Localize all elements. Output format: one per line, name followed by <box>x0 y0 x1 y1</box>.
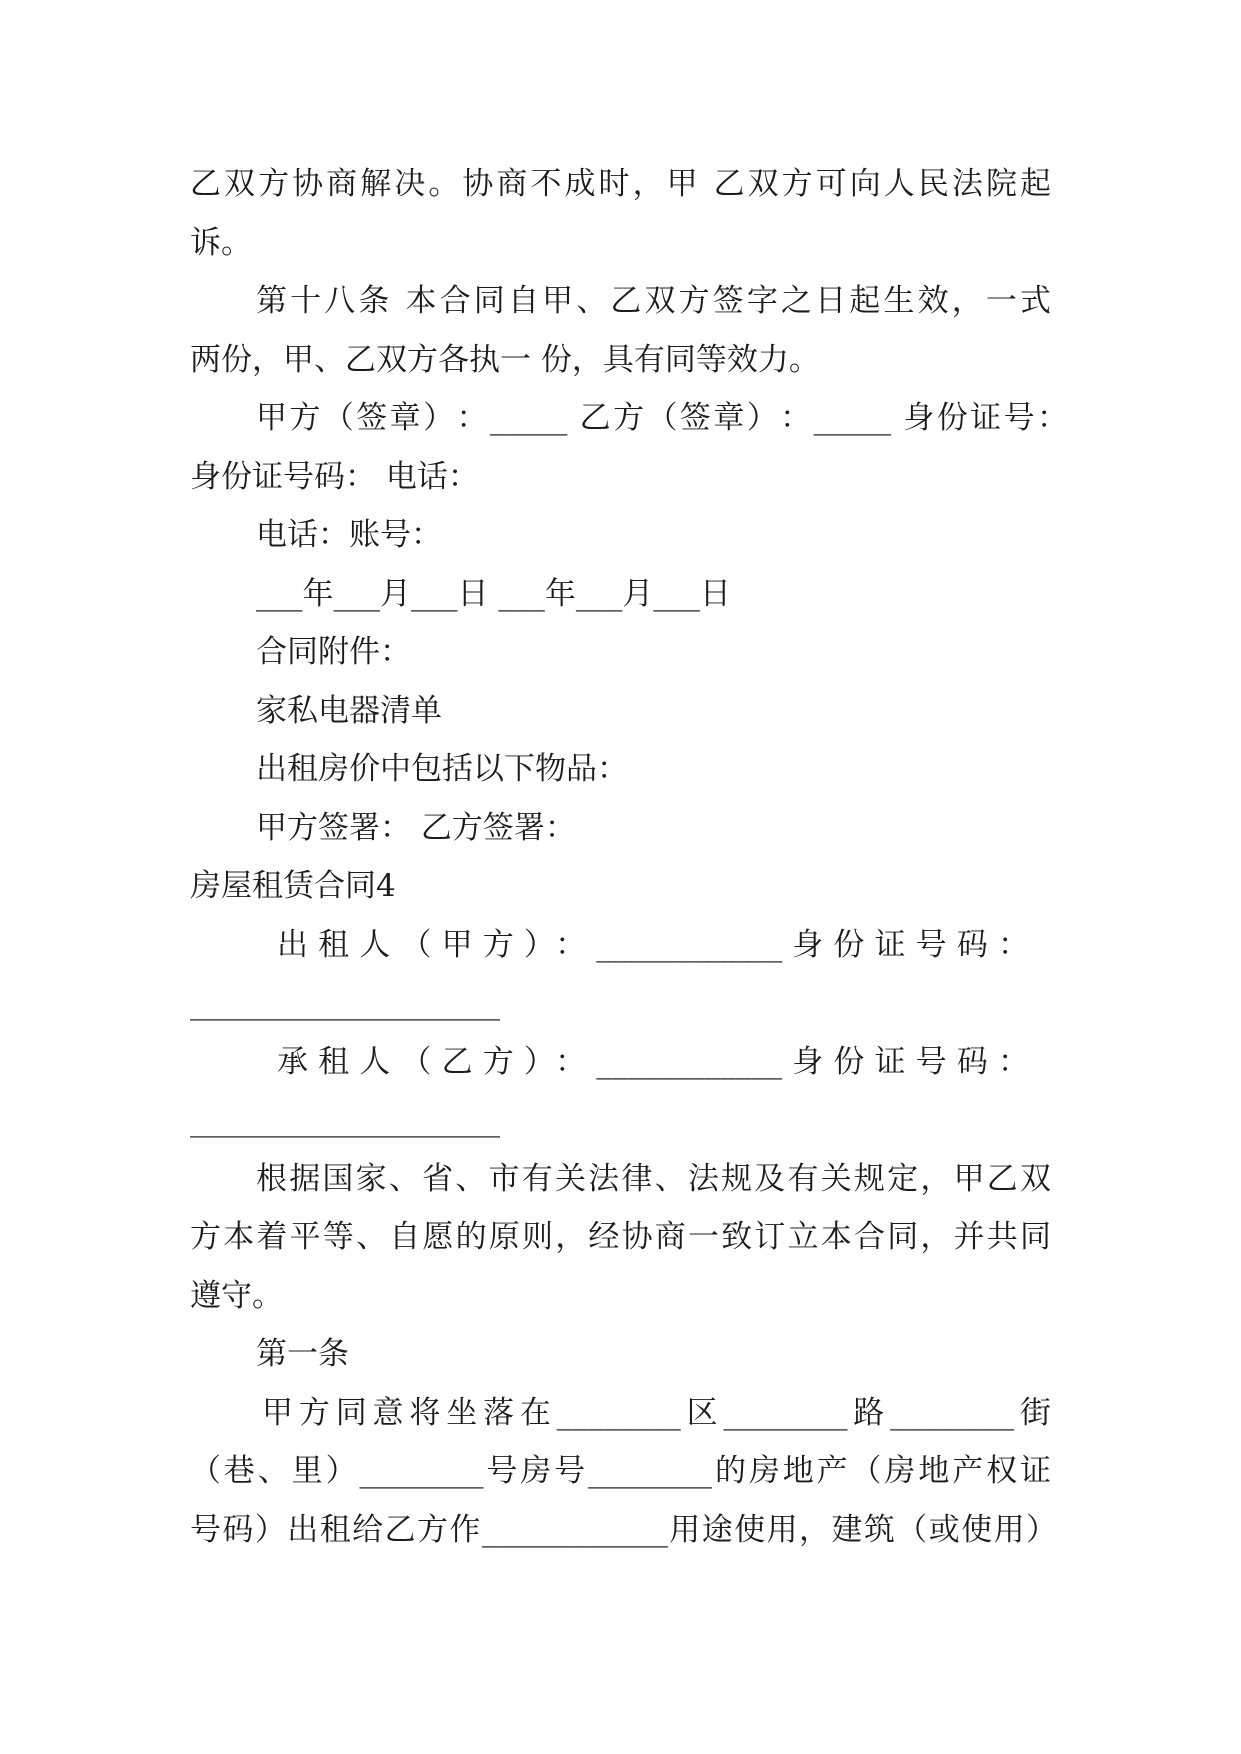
article-1-text-line: 号码）出租给乙方作____________用途使用，建筑（或使用） <box>190 1511 1057 1548</box>
lessee-id-blank: ____________________ <box>190 1102 500 1138</box>
preamble-text-line: 遵守。 <box>190 1277 283 1314</box>
preamble-text-line: 根据国家、省、市有关法律、法规及有关规定，甲乙双 <box>256 1160 1051 1197</box>
lessee-line: 承 租 人 （ 乙 方 ）： ____________ 身 份 证 号 码 ： <box>277 1043 1029 1080</box>
signature-date-line: ___年___月___日 ___年___月___日 <box>256 575 731 612</box>
signature-id-phone-line: 身份证号码： 电话： <box>190 458 479 495</box>
clause-18-text-line: 第十八条 本合同自甲、乙双方签字之日起生效，一式 <box>256 283 1051 319</box>
preamble-text-line: 方本着平等、自愿的原则，经协商一致订立本合同，并共同 <box>190 1219 1051 1255</box>
page-body <box>190 155 1068 1559</box>
article-1-heading: 第一条 <box>256 1336 349 1372</box>
attachment-title: 家私电器清单 <box>256 692 442 729</box>
attachment-intro: 出租房价中包括以下物品： <box>256 751 628 787</box>
contract-title: 房屋租赁合同4 <box>190 868 396 904</box>
attachment-heading: 合同附件： <box>256 634 411 670</box>
lessor-line: 出 租 人 （ 甲 方 ）： ____________ 身 份 证 号 码 ： <box>277 926 1029 963</box>
signature-phone-account-line: 电话：账号： <box>256 517 442 553</box>
lessor-id-blank: ____________________ <box>190 985 500 1021</box>
article-1-text-line: （巷、里）________号房号________的房地产（房地产权证 <box>190 1453 1051 1489</box>
clause-18-text-line: 两份，甲、乙双方各执一 份，具有同等效力。 <box>190 341 820 378</box>
clause-17-text-line: 诉。 <box>190 224 252 261</box>
attachment-signatures: 甲方签署： 乙方签署： <box>256 809 576 846</box>
clause-17-text-line: 乙双方协商解决。协商不成时，甲 乙双方可向人民法院起 <box>190 166 1051 202</box>
signature-parties-line: 甲方（签章）：_____ 乙方（签章）：_____ 身份证号： <box>256 400 1068 436</box>
article-1-text-line: 甲方同意将坐落在________区________路________街 <box>262 1394 1051 1431</box>
